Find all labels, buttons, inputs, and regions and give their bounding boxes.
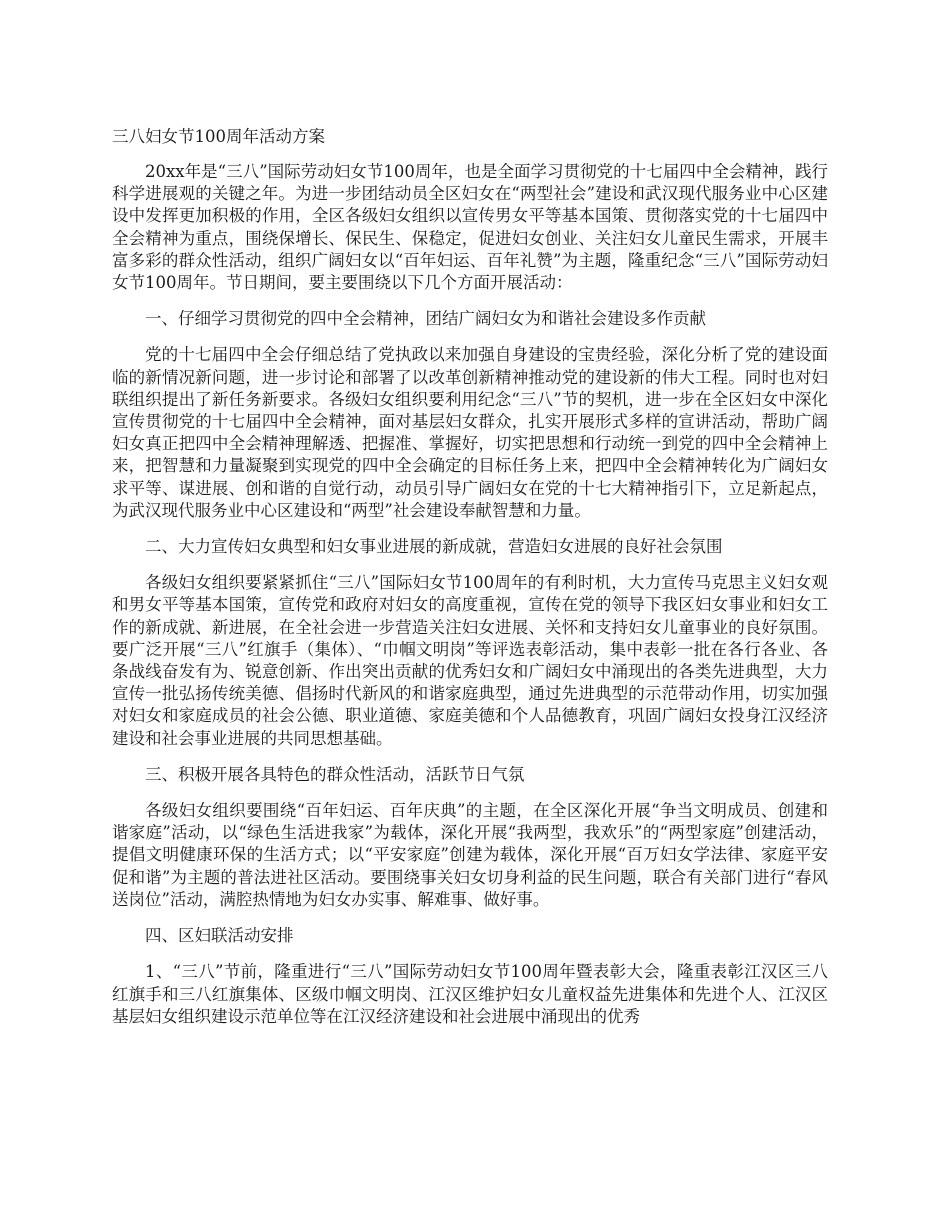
section-4-heading: 四、区妇联活动安排: [145, 926, 294, 946]
section-2-heading: 二、大力宣传妇女典型和妇女事业进展的新成就，营造妇女进展的良好社会氛围: [145, 537, 723, 557]
intro-paragraph: 20xx年是“三八”国际劳动妇女节100周年，也是全面学习贯彻党的十七届四中全会精神，践行科学进展观的关键之年。为进一步团结动员全区妇女在“两型社会”建设和武汉现代服务业中心区建设中发挥更加积极的作用，全区各级妇女组织以宣传男女平等基本国策、贯彻落实党的十七届四中全会精神为重点，围绕保增长、保民生、保稳定，促进妇女创业、关注妇女儿童民生需求，开展丰富多彩的群众性活动，组织广阔妇女以“百年妇运、百年礼赞”为主题，隆重纪念“三八”国际劳动妇女节100周年。节日期间，要主要围绕以下几个方面开展活动：: [112, 162, 828, 293]
section-1-heading: 一、仔细学习贯彻党的四中全会精神，团结广阔妇女为和谐社会建设多作贡献: [145, 309, 706, 329]
document-title: 三八妇女节100周年活动方案: [112, 127, 325, 146]
section-2-body: 各级妇女组织要紧紧抓住“三八”国际妇女节100周年的有利时机，大力宣传马克思主义妇女观和男女平等基本国策，宣传党和政府对妇女的高度重视，宣传在党的领导下我区妇女事业和妇女工作的新成就、新进展，在全社会进一步营造关注妇女进展、关怀和支持妇女儿童事业的良好氛围。要广泛开展“三八”红旗手（集体）、“巾帼文明岗”等评选表彰活动，集中表彰一批在各行各业、各条战线奋发有为、锐意创新、作出突出贡献的优秀妇女和广阔妇女中涌现出的各类先进典型，大力宣传一批弘扬传统美德、倡扬时代新风的和谐家庭典型，通过先进典型的示范带动作用，切实加强对妇女和家庭成员的社会公德、职业道德、家庭美德和个人品德教育，巩固广阔妇女投身江汉经济建设和社会事业进展的共同思想基础。: [112, 573, 828, 748]
section-4-body: 1、“三八”节前，隆重进行“三八”国际劳动妇女节100周年暨表彰大会，隆重表彰江汉区三八红旗手和三八红旗集体、区级巾帼文明岗、江汉区维护妇女儿童权益先进集体和先进个人、江汉区基层妇女组织建设示范单位等在江汉经济建设和社会进展中涌现出的优秀: [112, 962, 828, 1026]
document-page: [112, 126, 828, 1042]
section-1-body: 党的十七届四中全会仔细总结了党执政以来加强自身建设的宝贵经验，深化分析了党的建设面临的新情况新问题，进一步讨论和部署了以改革创新精神推动党的建设新的伟大工程。同时也对妇联组织提出了新任务新要求。各级妇女组织要利用纪念“三八”节的契机，进一步在全区妇女中深化宣传贯彻党的十七届四中全会精神，面对基层妇女群众，扎实开展形式多样的宣讲活动，帮助广阔妇女真正把四中全会精神理解透、把握准、掌握好，切实把思想和行动统一到党的四中全会精神上来，把智慧和力量凝聚到实现党的四中全会确定的目标任务上来，把四中全会精神转化为广阔妇女求平等、谋进展、创和谐的自觉行动，动员引导广阔妇女在党的十七大精神指引下，立足新起点，为武汉现代服务业中心区建设和“两型”社会建设奉献智慧和力量。: [112, 345, 828, 520]
section-3-body: 各级妇女组织要围绕“百年妇运、百年庆典”的主题，在全区深化开展“争当文明成员、创建和谐家庭”活动，以“绿色生活进我家”为载体，深化开展“我两型，我欢乐”的“两型家庭”创建活动，提倡文明健康环保的生活方式；以“平安家庭”创建为载体，深化开展“百万妇女学法律、家庭平安促和谐”为主题的普法进社区活动。要围绕事关妇女切身利益的民生问题，联合有关部门进行“春风送岗位”活动，满腔热情地为妇女办实事、解难事、做好事。: [112, 801, 828, 909]
section-3-heading: 三、积极开展各具特色的群众性活动，活跃节日气氛: [145, 764, 525, 784]
